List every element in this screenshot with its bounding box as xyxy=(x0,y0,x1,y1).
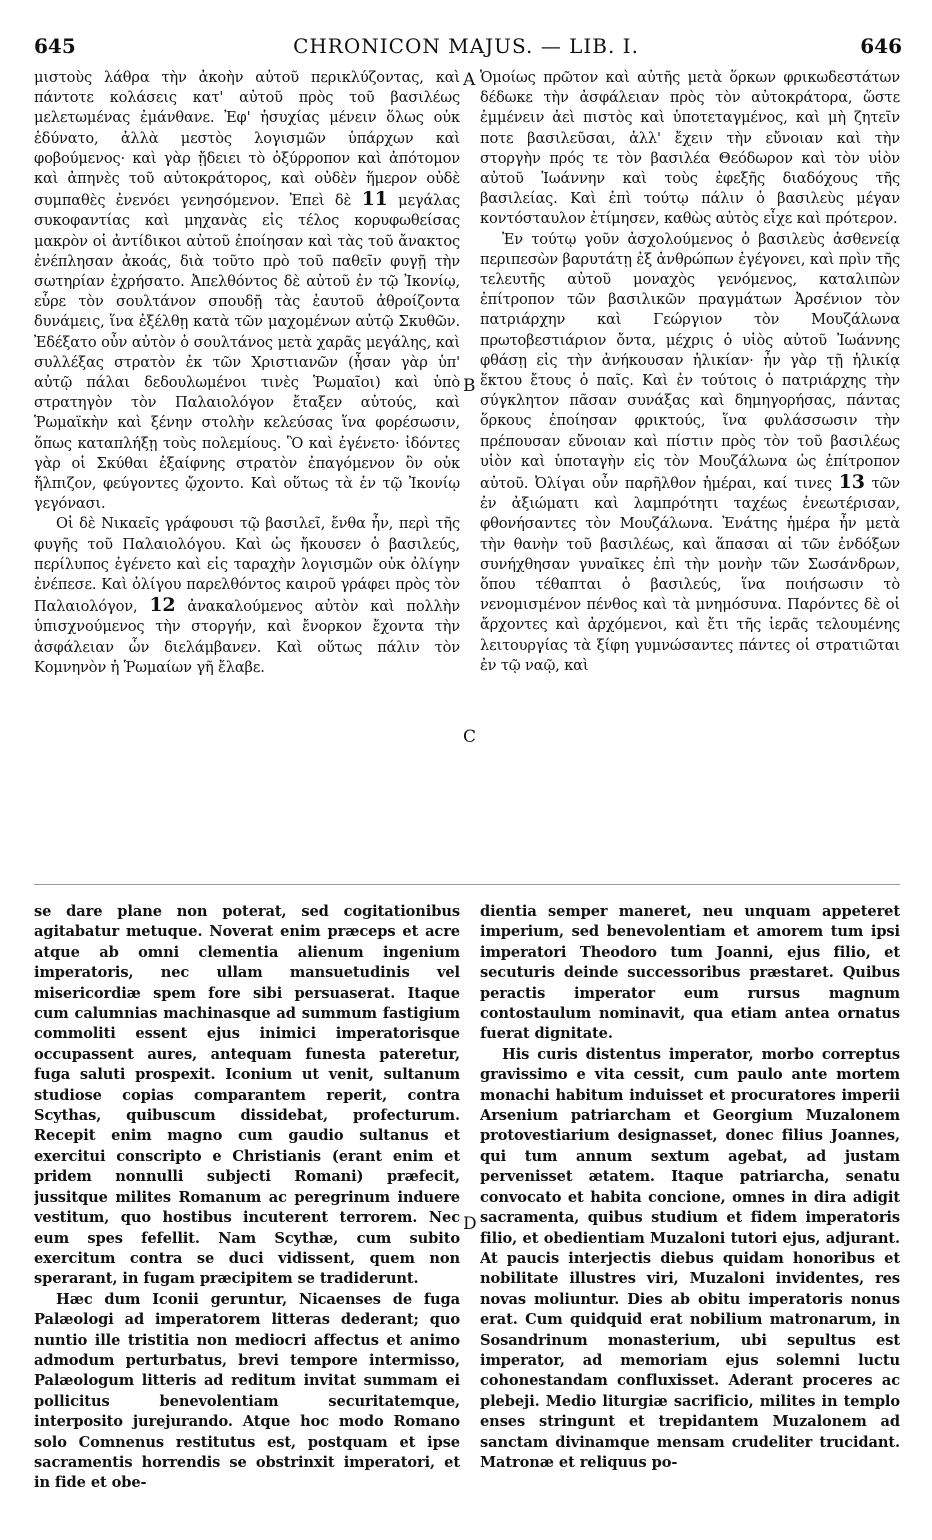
section-number-13: 13 xyxy=(838,471,865,494)
latin-right-paragraph-1: dientia semper maneret, neu unquam appeteret imperium, sed benevolentiam et amorem tum ipsi imperatori Theodoro tum Joanni, ejus filio, et secuturis deinde successoribus præstaret. Quibus peractis imperator eum rursus magnum contostaulum nominavit, qua etiam antea ornatus fuerat dignitate. xyxy=(480,903,900,1043)
greek-left-paragraph-2 xyxy=(34,514,460,678)
section-number-11: 11 xyxy=(361,188,388,211)
margin-marker-b: B xyxy=(463,376,476,396)
greek-left-text-1: μιστοὺς λάθρα τὴν ἀκοὴν αὐτοῦ περικλύζοντας, καὶ πάντοτε κολάσεις κατ' αὐτοῦ πρὸς τοῦ βασιλέως μελετωμένας ἐμάνθανε. Ἐφ' ἡσυχίας μένειν ὅλως οὐκ ἐδύνατο, ἀλλὰ μεστὸς λογισμῶν ὑπάρχων καὶ φοβούμενος· καὶ γὰρ ᾔδειει τὸ ὀξύρροπον καὶ ἀπότομον καὶ ἀπηνὲς τοῦ αὐτοκράτορος, καὶ οὐδὲν ἥμερον οὐδὲ συμπαθὲς ἐνενόει γενησόμενον. Ἐπεὶ δὲ xyxy=(34,69,460,210)
greek-right-text-2: Ἐν τούτῳ γοῦν ἀσχολούμενος ὁ βασιλεὺς ἀσθενείᾳ περιπεσὼν βαρυτάτῃ ἐξ ἀνθρώπων ἐγέγονει, καὶ πρὶν τῆς τελευτῆς αὐτοῦ μοναχὸς γενόμενος, καταλιπὼν ἐπίτροπον τῶν βασιλικῶν πραγμάτων Ἀρσένιον τὸν πατριάρχην καὶ Γεώργιον τὸν Μουζάλωνα πρωτοβεστιάριον ὄντα, μέχρις ὁ υἱὸς αὐτοῦ Ἰωάννης φθάσῃ εἰς τὴν ἀνήκουσαν ἡλικίαν· ἦν γὰρ τῇ ἡλικίᾳ ἕκτου ἔτους ὁ παῖς. Καὶ ἐν τούτοις ὁ πατριάρχης τὴν σύγκλητον πᾶσαν συνάξας καὶ δημηγορήσας, πάντας ὅρκους ἐποίησαν φρικτούς, ἵνα φυλάσσωσιν τὴν πρέπουσαν εὔνοιαν καὶ πίστιν πρὸς τὸν τοῦ βασιλέως υἱὸν καὶ ὑποταγὴν εἰς τὸν Μουζάλωνα ὡς ἐπίτροπον αὐτοῦ. Ὀλίγαι οὖν παρῆλθον ἡμέραι, καί τινες xyxy=(480,230,900,493)
running-header xyxy=(30,34,902,60)
latin-left-paragraph-2: Hæc dum Iconii geruntur, Nicaenses de fuga Palæologi ad imperatorem litteras dederant; quo nuntio ille tristitia non mediocri affectus et animo admodum perturbatus, brevi tempore intermisso, Palæologum litteris ad reditum invitat summam ei pollicitus benevolentiam securitatemque, interposito jurejurando. Atque hoc modo Romano solo Comnenus restitutus est, postquam et ipse sacramentis horrendis se obstrinxit imperatori, et in fide et obe- xyxy=(34,1290,460,1492)
running-title: CHRONICON MAJUS. — LIB. I. xyxy=(293,34,639,58)
margin-marker-a: A xyxy=(463,70,476,90)
greek-right-text-1: Ὁμοίως πρῶτον καὶ αὐτῆς μετὰ ὅρκων φρικωδεστάτων δέδωκε τὴν ἀσφάλειαν πρὸς τὸν αὐτοκράτορα, ὥστε ἐμμένειν ἀεὶ πιστὸς καὶ ὑποτεταγμένος, καὶ μὴ ζητεῖν ποτε βασιλεῦσαι, ἀλλ' ἔχειν τὴν εὔνοιαν καὶ τὴν στοργὴν πρός τε τὸν βασιλέα Θεόδωρον καὶ τὸν υἱὸν αὐτοῦ Ἰωάννην καὶ τοὺς ἐφεξῆς διαδόχους τῆς βασιλείας. Καὶ ἐπὶ τούτῳ πάλιν ὁ βασιλεὺς μέγαν κοντόσταυλον ἐτίμησεν, καθὼς αὐτὸς εἶχε καὶ πρότερον. xyxy=(480,69,900,228)
latin-column-left xyxy=(34,902,460,1502)
page-number-right: 646 xyxy=(860,34,902,58)
greek-column-left xyxy=(34,68,460,870)
greek-left-text-2: Οἱ δὲ Νικαεῖς γράφουσι τῷ βασιλεῖ, ἔνθα ἦν, περὶ τῆς φυγῆς τοῦ Παλαιολόγου. Καὶ ὡς ἤκουσεν ὁ βασιλεύς, περίλυπος ἐγένετο καὶ εἰς ταραχὴν λογισμῶν οὐκ ὀλίγην ἐνέπεσε. Καὶ ὀλίγου παρελθόντος καιροῦ γράφει πρὸς τὸν Παλαιολόγον, xyxy=(34,515,460,616)
greek-left-paragraph-1 xyxy=(34,68,460,514)
greek-column-right xyxy=(480,68,900,878)
margin-marker-d: D xyxy=(463,1214,477,1234)
margin-marker-c: C xyxy=(463,727,477,747)
greek-left-text-1b: μεγάλας συκοφαντίας καὶ μηχανὰς εἰς τέλος κορυφωθείσας μακρὸν οἱ ἀντίδικοι αὐτοῦ ἐποίησαν καὶ τὰς τοῦ ἄνακτος ἐνέπλησαν ἀκοάς, διὰ τοῦτο πρὸ τοῦ παθεῖν φυγῇ τὴν σωτηρίαν ἐχρήσατο. Ἀπελθόντος δὲ αὐτοῦ ἐν τῷ Ἰκονίῳ, εὗρε τὸν σουλτάνον σπουδῇ τὰς ἑαυτοῦ ἀθροίζοντα δυνάμεις, ἵνα ἐξέλθῃ κατὰ τῶν μαχομένων αὐτῷ Σκυθῶν. Ἐδέξατο οὖν αὐτὸν ὁ σουλτάνος μετὰ χαρᾶς μεγάλης, καὶ συλλέξας στρατὸν ἐκ τῶν Χριστιανῶν (ἦσαν γὰρ ὑπ' αὐτῷ πάλαι δεδουλωμένοι τινὲς Ῥωμαῖοι) καὶ ὑπὸ στρατηγὸν τὸν Παλαιολόγον ἔταξεν αὐτούς, καὶ Ῥωμαϊκὴν καὶ ξένην στολὴν κελεύσας ἵνα φορέσωσιν, ὅπως καταπλήξῃ τοὺς πολεμίους. Ὃ καὶ ἐγένετο· ἰδόντες γὰρ οἱ Σκύθαι ἐξαίφνης στρατὸν ἐπαγόμενον ὃν οὐκ ἤλπιζον, φεύγοντες ᾤχοντο. Καὶ οὕτως τὰ ἐν τῷ Ἰκονίῳ γεγόνασι. xyxy=(34,192,460,513)
greek-right-paragraph-1 xyxy=(480,68,900,230)
latin-right-paragraph-2: His curis distentus imperator, morbo correptus gravissimo e vita cessit, cum paulo ante mortem monachi habitum induisset et procuratores imperii Arsenium patriarcham et Georgium Muzalonem protovestiarium designasset, donec filius Joannes, qui tum annum sextum agebat, ad justam pervenisset ætatem. Itaque patriarcha, senatu convocato et habita concione, omnes in dira adigit sacramenta, quibus studium et fidem imperatoris filio, et obedientiam Muzaloni tutori ejus, adjurant. At paucis interjectis diebus quidam honoribus et nobilitate illustres viri, Muzaloni invidentes, res novas moliuntur. Dies ab obitu imperatoris nonus erat. Cum quidquid erat nobilium matronarum, in Sosandrinum monasterium, ubi sepultus est imperator, ad memoriam ejus solemni luctu cohonestandam confluxisset. Aderant proceres ac plebeji. Medio liturgiæ sacrificio, milites in templo enses stringunt et trepidantem Muzalonem ad sanctam divinamque mensam crudeliter trucidant. Matronæ et reliquus po- xyxy=(480,1045,900,1471)
page-number-left: 645 xyxy=(34,34,76,58)
greek-left-text-2b: ἀνακαλούμενος αὐτὸν καὶ πολλὴν ὑπισχνούμενος τὴν στοργήν, καὶ ἔνορκον ἔχοντα τὴν ἀσφάλειαν ὧν διελάμβανεν. Καὶ οὕτως πάλιν τὸν Κομνηνὸν ἡ Ῥωμαίων γῆ ἔλαβε. xyxy=(34,598,460,676)
column-divider xyxy=(34,884,900,885)
greek-right-text-2b: τῶν ἐν ἀξιώματι καὶ λαμπρότητι ταχέως ἐνεωτέρισαν, φθονήσαντες τὸν Μουζάλωνα. Ἐνάτης ἡμέρα ἦν μετὰ τὴν θανὴν τοῦ βασιλέως, καὶ ἅπασαι αἱ τῶν ἐνδόξων συνήχθησαν γυναῖκες ἐπὶ τὴν μονὴν τῶν Σωσάνδρων, ὅπου τέθαπται ὁ βασιλεύς, ἵνα ποιήσωσιν τὸ νενομισμένον πένθος καὶ τὰ μνημόσυνα. Παρόντες δὲ οἱ ἄρχοντες καὶ ἀρχόμενοι, καὶ ἔτι τῆς ἱερᾶς τελουμένης λειτουργίας τὰ ξίφη γυμνώσαντες πάντες οἱ στρατιῶται ἐν τῷ ναῷ, καὶ xyxy=(480,475,900,674)
latin-column-right xyxy=(480,902,900,1502)
greek-right-paragraph-2 xyxy=(480,230,900,676)
latin-left-paragraph-1: se dare plane non poterat, sed cogitationibus agitabatur metuque. Noverat enim præceps et acre atque ab omni clementia alienum ingenium imperatoris, nec ullam mansuetudinis vel misericordiæ spem fore sibi persuaserat. Itaque cum calumnias machinasque ad summum fastigium commoliti essent ejus inimici imperatorisque occupassent aures, antequam funesta pateretur, fuga saluti prospexit. Iconium ut venit, sultanum studiose copias comparantem reperit, contra Scythas, quibuscum dissidebat, profecturum. Recepit enim magno cum gaudio sultanus et exercitui conscripto e Christianis (erant enim et pridem nonnulli subjecti Romani) præfecit, jussitque milites Romanum ac peregrinum induere vestitum, quo hostibus incuterent terrorem. Nec eum spes fefellit. Nam Scythæ, cum subito exercitum contra se duci vidissent, quem non sperarant, in fugam præcipitem se tradiderunt. xyxy=(34,903,460,1288)
section-number-12: 12 xyxy=(149,594,176,617)
